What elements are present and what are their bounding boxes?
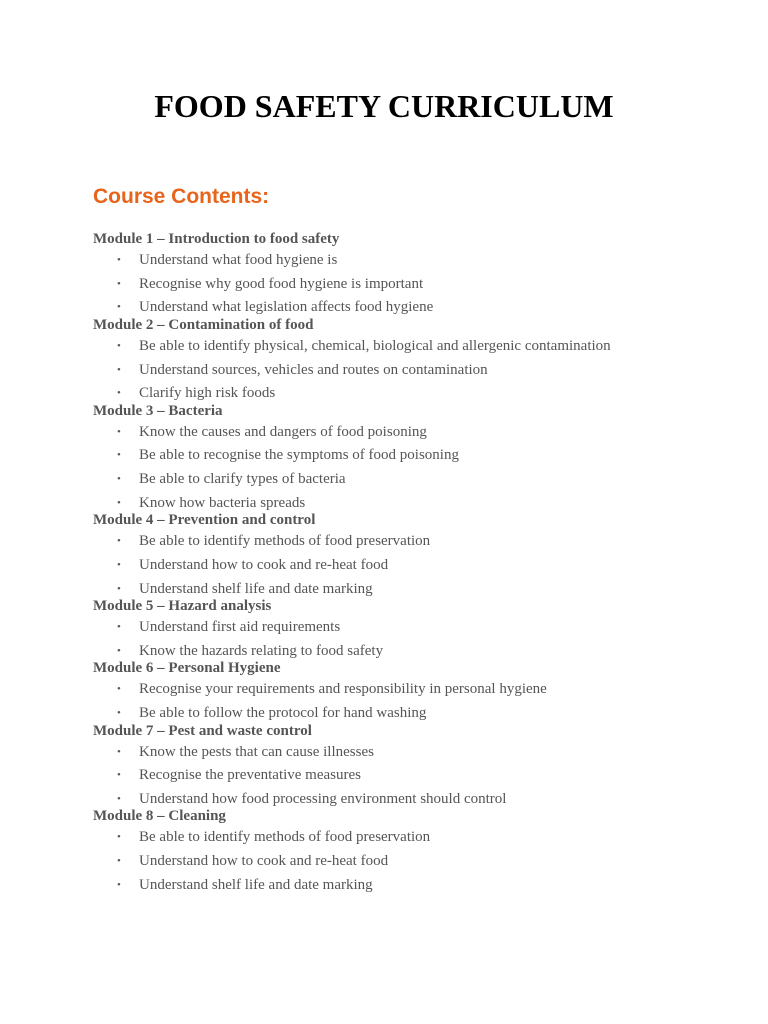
module-objectives-list	[93, 616, 733, 660]
objective-text: Be able to identify methods of food preservation	[139, 829, 431, 846]
objective-text: Clarify high risk foods	[139, 385, 276, 402]
bullet-icon: •	[117, 831, 121, 844]
objective-text: Be able to follow the protocol for hand washing	[139, 705, 427, 722]
bullet-icon: •	[117, 644, 121, 657]
objective-text: Be able to clarify types of bacteria	[139, 471, 346, 488]
objective-text: Know the causes and dangers of food poisoning	[139, 423, 427, 440]
bullet-icon: •	[117, 535, 121, 548]
module-objectives-list	[93, 826, 733, 893]
objective-item	[93, 249, 733, 273]
module-objectives-list	[93, 678, 733, 722]
objective-item	[93, 335, 733, 359]
objective-text: Know how bacteria spreads	[139, 494, 306, 511]
bullet-icon: •	[117, 449, 121, 462]
objective-item	[93, 421, 733, 445]
bullet-icon: •	[117, 277, 121, 290]
bullet-icon: •	[117, 363, 121, 376]
objective-text: Understand how food processing environment should control	[139, 790, 507, 807]
objective-item	[93, 554, 733, 578]
objective-text: Understand shelf life and date marking	[139, 580, 373, 597]
module-objectives-list	[93, 530, 733, 597]
objective-text: Be able to identify physical, chemical, biological and allergenic contamination	[139, 337, 611, 354]
module-block-6	[93, 658, 733, 722]
objective-item	[93, 578, 733, 598]
module-title: Module 5 – Hazard analysis	[93, 598, 272, 615]
objective-text: Understand what food hygiene is	[139, 252, 338, 268]
module-objectives-list	[93, 741, 733, 808]
bullet-icon: •	[117, 473, 121, 486]
objective-item	[93, 874, 733, 894]
objective-item	[93, 359, 733, 383]
bullet-icon: •	[117, 707, 121, 720]
bullet-icon: •	[117, 559, 121, 571]
module-block-5	[93, 596, 733, 660]
module-block-2	[93, 315, 733, 402]
bullet-icon: •	[117, 683, 121, 696]
objective-item	[93, 492, 733, 512]
document-title: FOOD SAFETY CURRICULUM	[154, 88, 614, 124]
bullet-icon: •	[117, 301, 121, 314]
course-contents-heading: Course Contents:	[93, 185, 270, 208]
module-title: Module 7 – Pest and waste control	[93, 722, 312, 739]
objective-item	[93, 444, 733, 468]
module-title: Module 4 – Prevention and control	[93, 512, 316, 529]
objective-text: Understand how to cook and re-heat food	[139, 557, 389, 573]
objective-item	[93, 788, 733, 808]
bullet-icon: •	[117, 425, 121, 438]
objective-item	[93, 678, 733, 702]
objective-item	[93, 741, 733, 765]
bullet-icon: •	[117, 582, 121, 595]
module-title: Module 3 – Bacteria	[93, 402, 223, 419]
module-block-8	[93, 806, 733, 893]
module-block-7	[93, 721, 733, 808]
bullet-icon: •	[117, 745, 121, 758]
objective-item	[93, 640, 733, 660]
bullet-icon: •	[117, 387, 121, 400]
objective-item	[93, 273, 733, 297]
objective-item	[93, 764, 733, 788]
objective-item	[93, 616, 733, 640]
module-objectives-list	[93, 249, 733, 316]
bullet-icon: •	[117, 855, 121, 868]
objective-text: Be able to recognise the symptoms of food poisoning	[139, 447, 459, 464]
objective-item	[93, 296, 733, 316]
objective-text: Understand first aid requirements	[139, 619, 341, 636]
objective-text: Recognise your requirements and responsibility in personal hygiene	[139, 681, 547, 698]
module-objectives-list	[93, 421, 733, 512]
objective-text: Recognise why good food hygiene is important	[139, 275, 424, 292]
bullet-icon: •	[117, 496, 121, 509]
objective-item	[93, 826, 733, 850]
bullet-icon: •	[117, 878, 121, 891]
bullet-icon: •	[117, 339, 121, 352]
module-list	[93, 229, 733, 894]
module-title: Module 8 – Cleaning	[93, 808, 226, 825]
module-block-1	[93, 229, 733, 316]
objective-item	[93, 382, 733, 402]
objective-text: Understand shelf life and date marking	[139, 876, 373, 893]
objective-text: Know the pests that can cause illnesses	[139, 743, 374, 760]
bullet-icon: •	[117, 621, 121, 634]
bullet-icon: •	[117, 769, 121, 782]
module-objectives-list	[93, 335, 733, 402]
module-title: Module 6 – Personal Hygiene	[93, 660, 281, 677]
objective-text: Understand what legislation affects food hygiene	[139, 299, 434, 316]
objective-text: Understand how to cook and re-heat food	[139, 853, 389, 870]
module-title: Module 2 – Contamination of food	[93, 316, 314, 333]
objective-item	[93, 702, 733, 722]
objective-text: Understand sources, vehicles and routes on contamination	[139, 361, 488, 378]
objective-item	[93, 850, 733, 874]
module-block-4	[93, 510, 733, 597]
bullet-icon: •	[117, 792, 121, 805]
objective-text: Recognise the preventative measures	[139, 767, 361, 784]
objective-text: Know the hazards relating to food safety	[139, 642, 384, 659]
objective-item	[93, 468, 733, 492]
module-block-3	[93, 401, 733, 512]
objective-item	[93, 530, 733, 554]
bullet-icon: •	[117, 254, 121, 266]
module-title: Module 1 – Introduction to food safety	[93, 231, 340, 247]
objective-text: Be able to identify methods of food preservation	[139, 533, 431, 550]
